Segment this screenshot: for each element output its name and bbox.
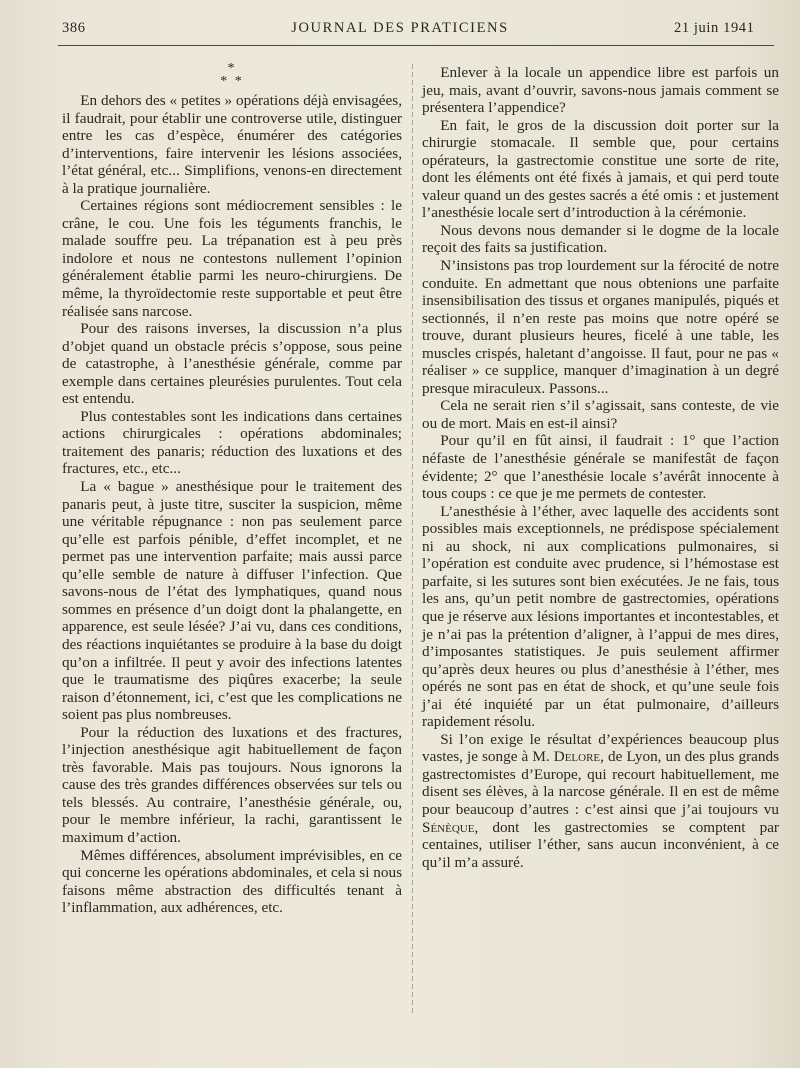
text-run: , dont les gastrectomies se comptent par centaines, utiliser l’éther, sans aucun inconvénient, à ce qu’il m’a assuré.	[422, 818, 779, 871]
separator-star-top: *	[227, 61, 237, 76]
paragraph: Certaines régions sont médiocrement sensibles : le crâne, le cou. Une fois les téguments franchis, le malade souffre peu. La trépanation est à peu près indolore et nous ne contestons nullement l’opinion généralement établie parmi les neuro-chirurgiens. De même, la thyroïdectomie reste supportable et peut être réalisée sans narcose.	[62, 197, 402, 320]
paragraph	[422, 731, 779, 871]
column-divider	[412, 64, 413, 1014]
paragraph: Pour des raisons inverses, la discussion n’a plus d’objet quand un obstacle précis s’oppose, sous peine de catastrophe, à l’anesthésie générale, comme par exemple dans certaines pleurésies purulentes. Tout cela est entendu.	[62, 320, 402, 408]
left-column	[62, 62, 402, 917]
page-number: 386	[62, 20, 86, 36]
issue-date: 21 juin 1941	[674, 20, 755, 36]
header-rule	[58, 45, 774, 46]
paragraph: En fait, le gros de la discussion doit porter sur la chirurgie stomacale. Il semble que, pour certains opérateurs, la gastrectomie constitue une sorte de rite, dont les éléments ont été fixés à jamais, et qui perd toute valeur quand un des gestes sacrés a été omis : et justement l’anesthésie locale sert d’introduction à la cérémonie.	[422, 116, 779, 222]
paragraph: La « bague » anesthésique pour le traitement des panaris peut, à juste titre, susciter la suspicion, même une véritable répugnance : non pas seulement parce qu’elle est parfois pénible, d’effet incomplet, et ne permet pas une intervention parfaite; mais aussi parce qu’elle semble de nature à diffuser l’infection. Que savons-nous de l’état des lymphatiques, quand nous sommes en présence d’un doigt dont la phalangette, en apparence, est seule lésée? J’ai vu, dans ces conditions, des réactions inquiétantes se produire à la base du doigt qu’on a infiltrée. Il peut y avoir des infections latentes que le traumatisme des piqûres exacerbe; la seule raison d’étonnement, ici, c’est que les complications ne soient pas plus nombreuses.	[62, 478, 402, 724]
text-run: Si l’on exige le résultat d’expériences beaucoup plus vastes, je songe à M.	[422, 730, 779, 766]
text-run: , de Lyon, un des plus grands gastrectomistes d’Europe, qui recourt habituellement, me disent ses élèves, à la narcose générale. Il en est de même pour beaucoup d’autres : c’est ainsi que j’ai toujours vu	[422, 748, 779, 818]
paragraph: Pour qu’il en fût ainsi, il faudrait : 1° que l’action néfaste de l’anesthésie générale se manifestât de façon évidente; 2° que l’anesthésie locale s’avérât innocente à tous coups : ce que je me permets de contester.	[422, 432, 779, 503]
surname-delore: Delore	[553, 748, 601, 766]
surname-seneque: Sénèque	[422, 818, 475, 836]
paragraph: Nous devons nous demander si le dogme de la locale reçoit des faits sa justification.	[422, 221, 779, 257]
paragraph: Plus contestables sont les indications dans certaines actions chirurgicales : opérations abdominales; traitement des panaris; réduction des luxations et des fractures, etc., etc...	[62, 407, 402, 478]
paragraph: Pour la réduction des luxations et des fractures, l’injection anesthésique agit habituellement de façon très favorable. Mais pas toujours. Nous ignorons la cause des très grandes différences observées sur tels ou tels blessés. Au contraire, l’anesthésie générale, ou, pour le membre inférieur, la rachi, garantissent le maximum d’action.	[62, 723, 402, 846]
separator-stars-bottom: * *	[220, 74, 244, 89]
right-column	[422, 64, 779, 871]
journal-title: JOURNAL DES PRATICIENS	[291, 20, 509, 36]
running-header	[0, 20, 800, 42]
section-separator	[62, 62, 402, 92]
paragraph: Enlever à la locale un appendice libre est parfois un jeu, mais, avant d’ouvrir, savons-nous jamais comment se présentera l’appendice?	[422, 64, 779, 117]
paragraph: Mêmes différences, absolument imprévisibles, en ce qui concerne les opérations abdominales, et cela si nous faisons même abstraction des difficultés tenant à l’inflammation, aux adhérences, etc.	[62, 846, 402, 917]
paragraph: N’insistons pas trop lourdement sur la férocité de notre conduite. En admettant que nous obtenions une parfaite insensibilisation des tissus et organes manipulés, piqués et sectionnés, il n’en reste pas moins que notre opéré se trouve, durant plusieurs heures, ficelé à une table, les muscles crispés, haletant d’angoisse. Il faut, pour ne pas « réaliser » ce supplice, manquer d’imagination à un degré presque miraculeux. Passons...	[422, 257, 779, 397]
paragraph: L’anesthésie à l’éther, avec laquelle des accidents sont possibles mais exceptionnels, ne prédispose spécialement ni au shock, ni aux complications pulmonaires, si l’opération est conduite avec prudence, si l’hémostase est parfaite, si les sutures sont bien exécutées. Je ne fais, tous les ans, qu’un petit nombre de gastrectomies, opérations que je réserve aux lésions importantes et incontestables, et je n’ai pas la prétention d’aligner, à l’appui de mes dires, d’imposantes statistiques. Je puis seulement affirmer qu’après deux heures ou plus d’anesthésie à l’éther, mes opérés ne sont pas en état de shock, et qu’une seule fois j’ai été inquiété par un état pulmonaire, d’ailleurs rapidement résolu.	[422, 502, 779, 731]
paragraph: Cela ne serait rien s’il s’agissait, sans conteste, de vie ou de mort. Mais en est-il ainsi?	[422, 397, 779, 432]
paragraph: En dehors des « petites » opérations déjà envisagées, il faudrait, pour établir une controverse utile, distinguer entre les cas d’espèce, énumérer des catégories d’interventions, faire intervenir les lésions associées, l’état général, etc... Simplifions, venons-en directement à la pratique journalière.	[62, 92, 402, 197]
